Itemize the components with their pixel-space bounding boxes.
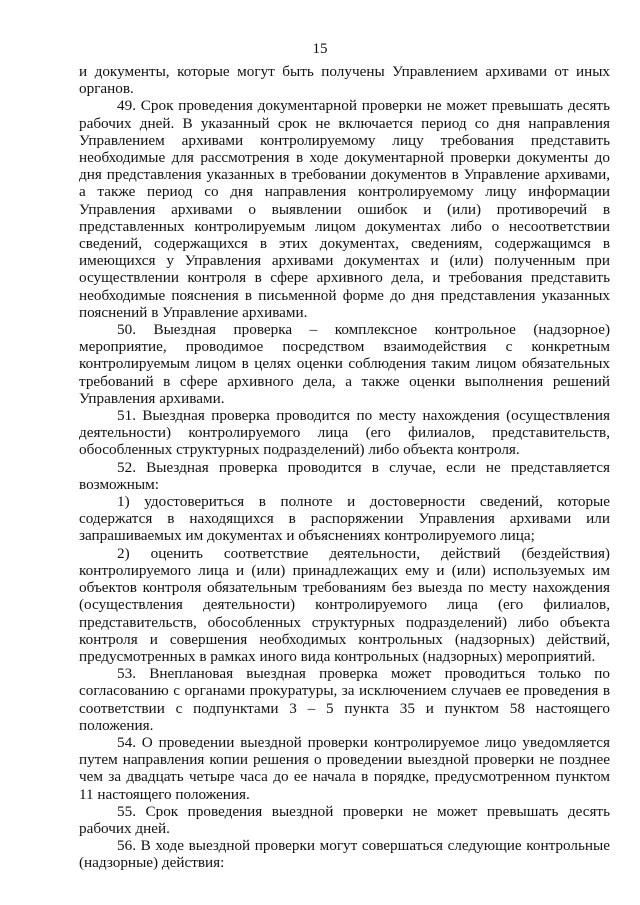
page-number: 15	[312, 41, 328, 57]
paragraph-52-item-2: 2) оценить соответствие деятельности, действий (бездействия) контролируемого лица и (или) принадлежащих ему и (или) используемых им объектов контроля обязательным требованиям без выезда по месту нахождения (осуществления деятельности) контролируемого лица (его филиалов, представительств, обособленных структурных подразделений) либо объекта контроля и совершения необходимых контрольных (надзорных) действий, предусмотренных в рамках иного вида контрольных (надзорных) мероприятий.	[79, 544, 610, 665]
paragraph-50: 50. Выездная проверка – комплексное контрольное (надзорное) мероприятие, проводимое посредством взаимодействия с конкретным контролируемым лицом в целях оценки соблюдения таким лицом обязательных требований в сфере архивного дела, а также оценки выполнения решений Управления архивами.	[79, 321, 610, 407]
paragraph-56: 56. В ходе выездной проверки могут совершаться следующие контрольные (надзорные) действия:	[79, 837, 610, 872]
paragraph-51: 51. Выездная проверка проводится по месту нахождения (осуществления деятельности) контролируемого лица (его филиалов, представительств, обособленных структурных подразделений) либо объекта контроля.	[79, 407, 610, 459]
document-body	[79, 63, 610, 872]
paragraph-54: 54. О проведении выездной проверки контролируемое лицо уведомляется путем направления копии решения о проведении выездной проверки не позднее чем за двадцать четыре часа до ее начала в порядке, предусмотренном пунктом 11 настоящего положения.	[79, 733, 610, 803]
paragraph-52-item-1: 1) удостовериться в полноте и достоверности сведений, которые содержатся в находящихся в распоряжении Управления архивами или запрашиваемых им документах и объяснениях контролируемого лица;	[79, 493, 610, 545]
paragraph-52: 52. Выездная проверка проводится в случае, если не представляется возможным:	[79, 458, 610, 493]
paragraph-53: 53. Внеплановая выездная проверка может проводиться только по согласованию с органами прокуратуры, за исключением случаев ее проведения в соответствии с подпунктами 3 – 5 пункта 35 и пунктом 58 настоящего положения.	[79, 665, 610, 734]
paragraph-continuation: и документы, которые могут быть получены Управлением архивами от иных органов.	[79, 63, 610, 98]
paragraph-49: 49. Срок проведения документарной проверки не может превышать десять рабочих дней. В указанный срок не включается период со дня направления Управлением архивами контролируемому лицу требования представить необходимые для рассмотрения в ходе документарной проверки документы до дня представления указанных в требовании документов в Управление архивами, а также период со дня направления контролируемому лицу информации Управления архивами о выявлении ошибок и (или) противоречий в представленных контролируемым лицом документах либо о несоответствии сведений, содержащихся в этих документах, сведениям, содержащимся в имеющихся у Управления архивами документах и (или) полученным при осуществлении контроля в сфере архивного дела, и требования представить необходимые пояснения в письменной форме до дня представления указанных пояснений в Управление архивами.	[79, 97, 610, 321]
paragraph-55: 55. Срок проведения выездной проверки не может превышать десять рабочих дней.	[79, 802, 610, 837]
